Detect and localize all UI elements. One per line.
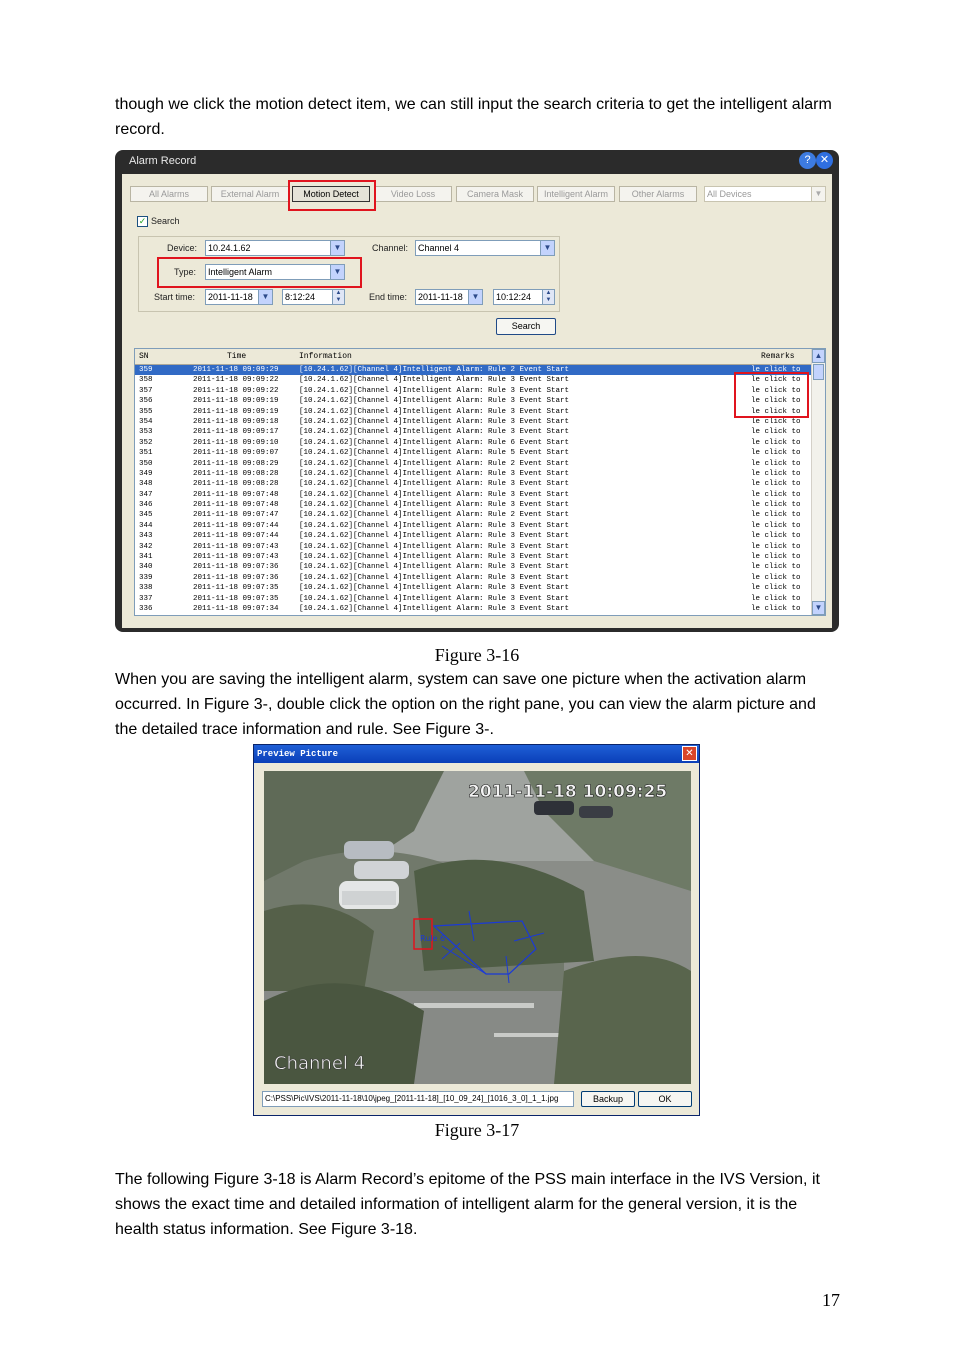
table-cell-remarks: le click to (751, 501, 801, 510)
table-cell-time: 2011-11-18 09:09:19 (193, 397, 279, 406)
search-checkbox[interactable]: ✓ (138, 216, 147, 226)
ok-button[interactable]: OK (638, 1091, 692, 1107)
tab-external-alarm[interactable]: External Alarm (211, 186, 289, 202)
start-time-value: 8:12:24 (285, 292, 316, 302)
table-cell-time: 2011-11-18 09:07:44 (193, 521, 279, 530)
table-row[interactable] (135, 490, 813, 500)
table-cell-sn: 342 (139, 542, 153, 551)
table-cell-remarks: le click to (751, 511, 801, 520)
table-cell-remarks: le click to (751, 438, 801, 447)
table-cell-time: 2011-11-18 09:07:35 (193, 584, 279, 593)
table-cell-time: 2011-11-18 09:07:47 (193, 511, 279, 520)
table-cell-info: [10.24.1.62][Channel 4]Intelligent Alarm: Rule 3 Event Start (299, 386, 570, 395)
table-cell-time: 2011-11-18 09:09:17 (193, 428, 279, 437)
rule-label: Rule 6 (420, 934, 446, 943)
table-cell-sn: 352 (139, 438, 153, 447)
table-cell-time: 2011-11-18 09:09:18 (193, 417, 279, 426)
table-cell-remarks: le click to (751, 542, 801, 551)
table-cell-sn: 338 (139, 584, 153, 593)
table-cell-remarks: le click to (751, 366, 801, 374)
tab-other-alarms[interactable]: Other Alarms (619, 186, 697, 202)
devices-select-value: All Devices (707, 189, 752, 199)
chevron-down-icon: ▼ (330, 265, 344, 279)
table-row[interactable] (135, 365, 813, 375)
column-header-information[interactable]: Information (299, 352, 352, 361)
table-cell-remarks: le click to (751, 553, 801, 562)
table-cell-time: 2011-11-18 09:09:10 (193, 438, 279, 447)
table-row[interactable] (135, 375, 813, 385)
highlight-type-select (157, 257, 362, 288)
column-header-time[interactable]: Time (227, 352, 247, 361)
table-cell-sn: 354 (139, 417, 153, 426)
table-row[interactable] (135, 562, 813, 572)
table-cell-remarks: le click to (751, 397, 801, 406)
table-cell-info: [10.24.1.62][Channel 4]Intelligent Alarm: Rule 3 Event Start (299, 480, 570, 489)
tab-intelligent-alarm[interactable]: Intelligent Alarm (537, 186, 615, 202)
table-cell-remarks: le click to (751, 563, 801, 572)
table-row[interactable] (135, 479, 813, 489)
table-cell-info: [10.24.1.62][Channel 4]Intelligent Alarm: Rule 3 Event Start (299, 490, 570, 499)
table-cell-info: [10.24.1.62][Channel 4]Intelligent Alarm: Rule 3 Event Start (299, 376, 570, 385)
table-cell-remarks: le click to (751, 469, 801, 478)
intro-paragraph: though we click the motion detect item, we can still input the search criteria to get the intelligent alarm record. (115, 96, 832, 138)
chevron-down-icon: ▼ (258, 290, 272, 304)
table-row[interactable] (135, 594, 813, 604)
table-cell-sn: 349 (139, 469, 153, 478)
type-label: Type: (174, 267, 197, 277)
table-cell-sn: 345 (139, 511, 153, 520)
tab-camera-mask[interactable]: Camera Mask (456, 186, 534, 202)
spinner-icon: ▲ ▼ (332, 290, 344, 304)
table-cell-time: 2011-11-18 09:07:36 (193, 563, 279, 572)
table-cell-time: 2011-11-18 09:08:28 (193, 480, 279, 489)
table-cell-info: [10.24.1.62][Channel 4]Intelligent Alarm: Rule 3 Event Start (299, 469, 570, 478)
table-cell-sn: 347 (139, 490, 153, 499)
table-body (135, 365, 813, 614)
table-cell-sn: 353 (139, 428, 153, 437)
table-cell-remarks: le click to (751, 490, 801, 499)
table-row[interactable] (135, 573, 813, 583)
table-cell-time: 2011-11-18 09:07:48 (193, 490, 279, 499)
scroll-thumb[interactable] (813, 364, 824, 380)
table-cell-info: [10.24.1.62][Channel 4]Intelligent Alarm: Rule 3 Event Start (299, 553, 570, 562)
table-row[interactable] (135, 386, 813, 396)
table-cell-info: [10.24.1.62][Channel 4]Intelligent Alarm: Rule 3 Event Start (299, 428, 570, 437)
table-cell-info: [10.24.1.62][Channel 4]Intelligent Alarm: Rule 3 Event Start (299, 584, 570, 593)
search-checkbox-label: Search (151, 216, 180, 226)
highlight-motion-detect (288, 180, 376, 211)
tab-all-alarms[interactable]: All Alarms (130, 186, 208, 202)
table-cell-remarks: le click to (751, 449, 801, 458)
table-row[interactable] (135, 552, 813, 562)
table-cell-info: [10.24.1.62][Channel 4]Intelligent Alarm: Rule 2 Event Start (299, 511, 570, 520)
table-cell-time: 2011-11-18 09:09:22 (193, 376, 279, 385)
channel-overlay-label: Channel 4 (274, 1053, 366, 1074)
table-row[interactable] (135, 417, 813, 427)
preview-picture-window (253, 744, 700, 1116)
table-cell-time: 2011-11-18 09:09:07 (193, 449, 279, 458)
table-cell-sn: 348 (139, 480, 153, 489)
table-cell-sn: 359 (139, 366, 153, 374)
table-cell-sn: 357 (139, 386, 153, 395)
table-row[interactable] (135, 500, 813, 510)
table-cell-time: 2011-11-18 09:09:22 (193, 386, 279, 395)
table-cell-remarks: le click to (751, 584, 801, 593)
table-cell-remarks: le click to (751, 407, 801, 416)
table-row[interactable] (135, 521, 813, 531)
table-cell-info: [10.24.1.62][Channel 4]Intelligent Alarm: Rule 3 Event Start (299, 542, 570, 551)
table-cell-info: [10.24.1.62][Channel 4]Intelligent Alarm: Rule 3 Event Start (299, 573, 570, 582)
start-time-spinner[interactable] (282, 289, 345, 305)
start-date-value: 2011-11-18 (208, 292, 253, 302)
table-cell-info: [10.24.1.62][Channel 4]Intelligent Alarm: Rule 3 Event Start (299, 397, 570, 406)
column-header-sn[interactable]: SN (139, 352, 149, 361)
table-row[interactable] (135, 427, 813, 437)
end-time-spinner[interactable] (493, 289, 555, 305)
table-cell-remarks: le click to (751, 604, 801, 613)
table-cell-sn: 355 (139, 407, 153, 416)
end-date-value: 2011-11-18 (418, 292, 463, 302)
table-cell-time: 2011-11-18 09:07:34 (193, 604, 279, 613)
alarm-snapshot-image (264, 771, 691, 1084)
table-row[interactable] (135, 407, 813, 417)
page-number: 17 (822, 1290, 840, 1310)
table-cell-sn: 346 (139, 501, 153, 510)
table-cell-time: 2011-11-18 09:08:29 (193, 459, 279, 468)
channel-select-value: Channel 4 (418, 243, 460, 253)
table-cell-sn: 343 (139, 532, 153, 541)
table-cell-info: [10.24.1.62][Channel 4]Intelligent Alarm: Rule 3 Event Start (299, 532, 570, 541)
alarm-record-window (115, 150, 839, 632)
table-cell-info: [10.24.1.62][Channel 4]Intelligent Alarm: Rule 3 Event Start (299, 407, 570, 416)
tab-motion-detect[interactable]: Motion Detect (292, 186, 370, 202)
figure-caption-3-16: Figure 3-16 (434, 645, 520, 665)
middle-paragraph: When you are saving the intelligent alarm, system can save one picture when the activation alarm occurred. In Figure 3-, double click the option on the right pane, you can view the alarm picture and the detailed trace information and rule. See Figure 3-. (115, 671, 816, 738)
backup-button[interactable]: Backup (581, 1091, 635, 1107)
table-cell-sn: 344 (139, 521, 153, 530)
chevron-down-icon: ▼ (540, 241, 554, 255)
end-time-label: End time: (369, 292, 408, 302)
table-cell-time: 2011-11-18 09:07:48 (193, 501, 279, 510)
table-cell-sn: 351 (139, 449, 153, 458)
spinner-icon: ▲ ▼ (542, 290, 554, 304)
table-cell-sn: 350 (139, 459, 153, 468)
column-header-remarks[interactable]: Remarks (761, 352, 795, 361)
figure-caption-3-17: Figure 3-17 (434, 1120, 520, 1140)
table-cell-remarks: le click to (751, 573, 801, 582)
channel-select[interactable] (415, 240, 555, 256)
table-cell-info: [10.24.1.62][Channel 4]Intelligent Alarm: Rule 2 Event Start (299, 459, 570, 468)
table-cell-time: 2011-11-18 09:07:36 (193, 573, 279, 582)
file-path-field[interactable]: C:\PSS\Pic\IVS\2011-11-18\10\jpeg_[2011-11-18]_[10_09_24]_[1016_3_0]_1_1.jpg (262, 1091, 574, 1107)
table-cell-info: [10.24.1.62][Channel 4]Intelligent Alarm: Rule 2 Event Start (299, 366, 570, 374)
table-cell-remarks: le click to (751, 386, 801, 395)
preview-window-title: Preview Picture (254, 745, 699, 763)
table-cell-sn: 337 (139, 594, 153, 603)
table-cell-time: 2011-11-18 09:07:43 (193, 542, 279, 551)
scroll-up-icon[interactable]: ▲ (812, 349, 825, 363)
devices-select[interactable] (704, 186, 826, 202)
table-cell-time: 2011-11-18 09:07:44 (193, 532, 279, 541)
table-row[interactable] (135, 604, 813, 614)
table-cell-remarks: le click to (751, 521, 801, 530)
table-row[interactable] (135, 469, 813, 479)
table-cell-info: [10.24.1.62][Channel 4]Intelligent Alarm: Rule 3 Event Start (299, 563, 570, 572)
table-cell-time: 2011-11-18 09:09:29 (193, 366, 279, 374)
table-cell-info: [10.24.1.62][Channel 4]Intelligent Alarm: Rule 3 Event Start (299, 604, 570, 613)
device-label: Device: (167, 243, 198, 253)
search-button[interactable]: Search (496, 318, 556, 335)
chevron-down-icon: ▼ (468, 290, 482, 304)
highlight-remarks-column (734, 372, 809, 418)
device-select[interactable] (205, 240, 345, 256)
table-cell-time: 2011-11-18 09:08:28 (193, 469, 279, 478)
table-cell-time: 2011-11-18 09:09:19 (193, 407, 279, 416)
close-icon[interactable]: ✕ (816, 152, 833, 169)
alarm-record-table (134, 348, 826, 616)
table-cell-sn: 341 (139, 553, 153, 562)
table-cell-info: [10.24.1.62][Channel 4]Intelligent Alarm: Rule 6 Event Start (299, 438, 570, 447)
table-row[interactable] (135, 542, 813, 552)
close-icon[interactable]: ✕ (682, 746, 697, 761)
start-date-picker[interactable] (205, 289, 273, 305)
tab-video-loss[interactable]: Video Loss (374, 186, 452, 202)
table-cell-remarks: le click to (751, 428, 801, 437)
table-cell-remarks: le click to (751, 459, 801, 468)
alarm-window-title: Alarm Record (129, 155, 197, 167)
start-time-label: Start time: (154, 292, 196, 302)
type-select-value: Intelligent Alarm (208, 267, 273, 277)
channel-label: Channel: (372, 243, 409, 253)
table-cell-info: [10.24.1.62][Channel 4]Intelligent Alarm: Rule 5 Event Start (299, 449, 570, 458)
scroll-down-icon[interactable]: ▼ (812, 601, 825, 615)
table-cell-sn: 340 (139, 563, 153, 572)
end-time-value: 10:12:24 (496, 292, 532, 302)
end-date-picker[interactable] (415, 289, 483, 305)
table-row[interactable] (135, 438, 813, 448)
help-icon[interactable]: ? (799, 152, 816, 169)
table-cell-time: 2011-11-18 09:07:35 (193, 594, 279, 603)
chevron-down-icon: ▼ (330, 241, 344, 255)
table-row[interactable] (135, 531, 813, 541)
table-row[interactable] (135, 459, 813, 469)
table-cell-sn: 339 (139, 573, 153, 582)
table-cell-info: [10.24.1.62][Channel 4]Intelligent Alarm: Rule 3 Event Start (299, 521, 570, 530)
chevron-down-icon: ▼ (811, 187, 825, 201)
table-cell-info: [10.24.1.62][Channel 4]Intelligent Alarm: Rule 3 Event Start (299, 594, 570, 603)
table-cell-remarks: le click to (751, 480, 801, 489)
snapshot-timestamp: 2011-11-18 10:09:25 (468, 782, 668, 802)
table-cell-sn: 356 (139, 397, 153, 406)
table-cell-remarks: le click to (751, 417, 801, 426)
device-select-value: 10.24.1.62 (208, 243, 251, 253)
table-cell-remarks: le click to (751, 594, 801, 603)
table-cell-info: [10.24.1.62][Channel 4]Intelligent Alarm: Rule 3 Event Start (299, 501, 570, 510)
camera-scene (264, 771, 691, 1084)
table-cell-remarks: le click to (751, 532, 801, 541)
table-cell-sn: 358 (139, 376, 153, 385)
table-header (135, 349, 813, 365)
table-cell-info: [10.24.1.62][Channel 4]Intelligent Alarm: Rule 3 Event Start (299, 417, 570, 426)
vertical-scrollbar[interactable] (811, 349, 825, 615)
table-row[interactable] (135, 583, 813, 593)
table-row[interactable] (135, 396, 813, 406)
table-cell-time: 2011-11-18 09:07:43 (193, 553, 279, 562)
table-cell-sn: 336 (139, 604, 153, 613)
table-row[interactable] (135, 510, 813, 520)
closing-paragraph: The following Figure 3-18 is Alarm Record’s epitome of the PSS main interface in the IVS Version, it shows the exact time and detailed information of intelligent alarm for the general version, it is the health status information. See Figure 3-18. (115, 1171, 820, 1238)
table-cell-remarks: le click to (751, 376, 801, 385)
alarm-window-body (122, 174, 832, 628)
table-row[interactable] (135, 448, 813, 458)
